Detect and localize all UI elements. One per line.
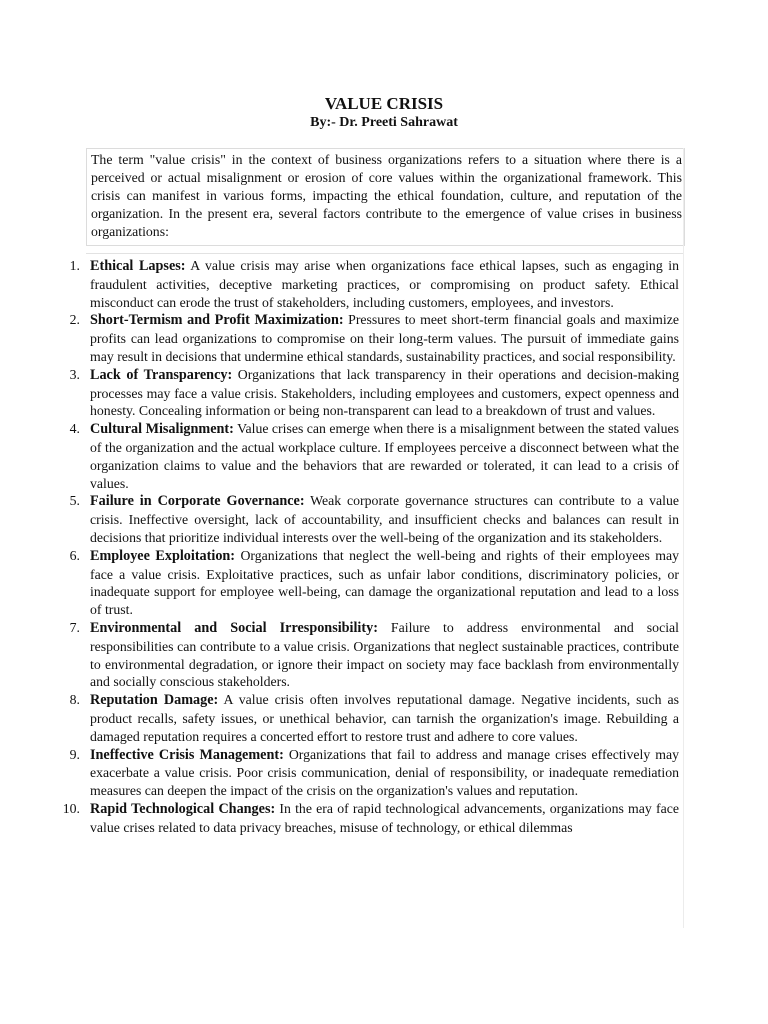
item-heading: Cultural Misalignment:: [90, 421, 234, 438]
item-number: 7.: [69, 619, 80, 635]
item-number: 9.: [69, 746, 80, 762]
item-heading: Ineffective Crisis Management:: [90, 746, 284, 763]
list-item: [0, 311, 768, 365]
item-number: 6.: [69, 547, 80, 563]
item-body: [90, 691, 679, 745]
item-text: Organizations that neglect the well-being and rights of their employees may face a value crisis. Exploitative practices, such as unfair labor conditions, discriminatory policies, or inadequate support for employee well-being, can damage the organizational reputation and lead to a loss of trust.: [90, 547, 679, 618]
list-item: [0, 547, 768, 619]
list-item: [0, 746, 768, 800]
document-byline: By:- Dr. Preeti Sahrawat: [310, 115, 458, 130]
document-title: VALUE CRISIS: [324, 94, 444, 113]
item-number: 4.: [69, 421, 80, 437]
item-heading: Environmental and Social Irresponsibility:: [90, 619, 378, 636]
item-number: 8.: [69, 692, 80, 708]
list-item: [0, 492, 768, 546]
item-body: [90, 800, 679, 837]
item-number: 3.: [69, 366, 80, 382]
item-body: [90, 547, 679, 619]
item-text: Failure to address environmental and social responsibilities can contribute to a value crisis. Organizations that neglect sustainable practices, contribute to environmental degradation, or ignore their impact on society may face backlash from environmentally and socially conscious stakeholders.: [90, 619, 679, 690]
intro-paragraph: The term "value crisis" in the context of business organizations refers to a situation where there is a perceived or actual misalignment or erosion of core values within the organizational framework. This crisis can manifest in various forms, impacting the ethical foundation, culture, and reputation of the organization. In the present era, several factors contribute to the emergence of value crises in business organizations:: [86, 148, 685, 246]
item-heading: Lack of Transparency:: [90, 366, 233, 383]
item-body: [90, 420, 679, 492]
item-heading: Reputation Damage:: [90, 692, 219, 709]
item-text: A value crisis may arise when organizations face ethical lapses, such as engaging in fraudulent activities, deceptive marketing practices, or compromising on product safety. Ethical misconduct can erode the trust of stakeholders, including customers, employees, and investors.: [90, 258, 679, 310]
list-item: [0, 420, 768, 492]
item-body: [90, 366, 679, 420]
item-text: Weak corporate governance structures can contribute to a value crisis. Ineffective oversight, lack of accountability, and insufficient checks and balances can result in decisions that prioritize individual interests over the well-being of the organization and its stakeholders.: [90, 493, 679, 545]
list-item: [0, 619, 768, 691]
divider: [86, 253, 683, 254]
item-text: Pressures to meet short-term financial goals and maximize profits can lead organizations to compromise on their long-term values. The pursuit of immediate gains may result in decisions that undermine ethical standards, sustainability practices, and social responsibility.: [90, 312, 679, 364]
item-heading: Ethical Lapses:: [90, 258, 186, 274]
item-number: 1.: [69, 258, 80, 273]
item-heading: Rapid Technological Changes:: [90, 800, 276, 817]
item-text: Value crises can emerge when there is a misalignment between the stated values of the organization and the actual workplace culture. If employees perceive a disconnect between what the organization claims to value and the behaviors that are rewarded or tolerated, it can lead to a crisis of values.: [90, 421, 679, 491]
factor-list: [0, 257, 768, 837]
item-body: [90, 311, 679, 365]
list-item: [0, 366, 768, 420]
item-text: A value crisis often involves reputational damage. Negative incidents, such as product recalls, safety issues, or unethical behavior, can tarnish the organization's image. Rebuilding a damaged reputation requires a concerted effort to restore trust and adhere to core values.: [90, 692, 679, 744]
item-text: In the era of rapid technological advancements, organizations may face value crises related to data privacy breaches, misuse of technology, or ethical dilemmas: [90, 800, 679, 835]
item-body: [90, 257, 679, 311]
item-heading: Short-Termism and Profit Maximization:: [90, 312, 344, 329]
item-text: Organizations that lack transparency in their operations and decision-making processes may face a value crisis. Stakeholders, including employees and customers, expect openness and honesty. Concealing information or being non-transparent can lead to a breakdown of trust and values.: [90, 366, 679, 419]
item-text: Organizations that fail to address and manage crises effectively may exacerbate a value crisis. Poor crisis communication, denial of responsibility, or inadequate remediation measures can deepen the impact of the crisis on the organization's values and reputation.: [90, 746, 680, 799]
list-item: [0, 257, 768, 311]
item-body: [90, 492, 679, 546]
list-viewport: [0, 257, 768, 929]
list-item: [0, 691, 768, 745]
list-item: [0, 800, 768, 837]
item-heading: Failure in Corporate Governance:: [90, 493, 305, 510]
item-body: [90, 619, 679, 691]
item-number: 5.: [69, 493, 80, 509]
item-number: 10.: [62, 800, 80, 816]
item-body: [90, 746, 679, 800]
item-heading: Employee Exploitation:: [90, 547, 236, 564]
item-number: 2.: [69, 312, 80, 328]
